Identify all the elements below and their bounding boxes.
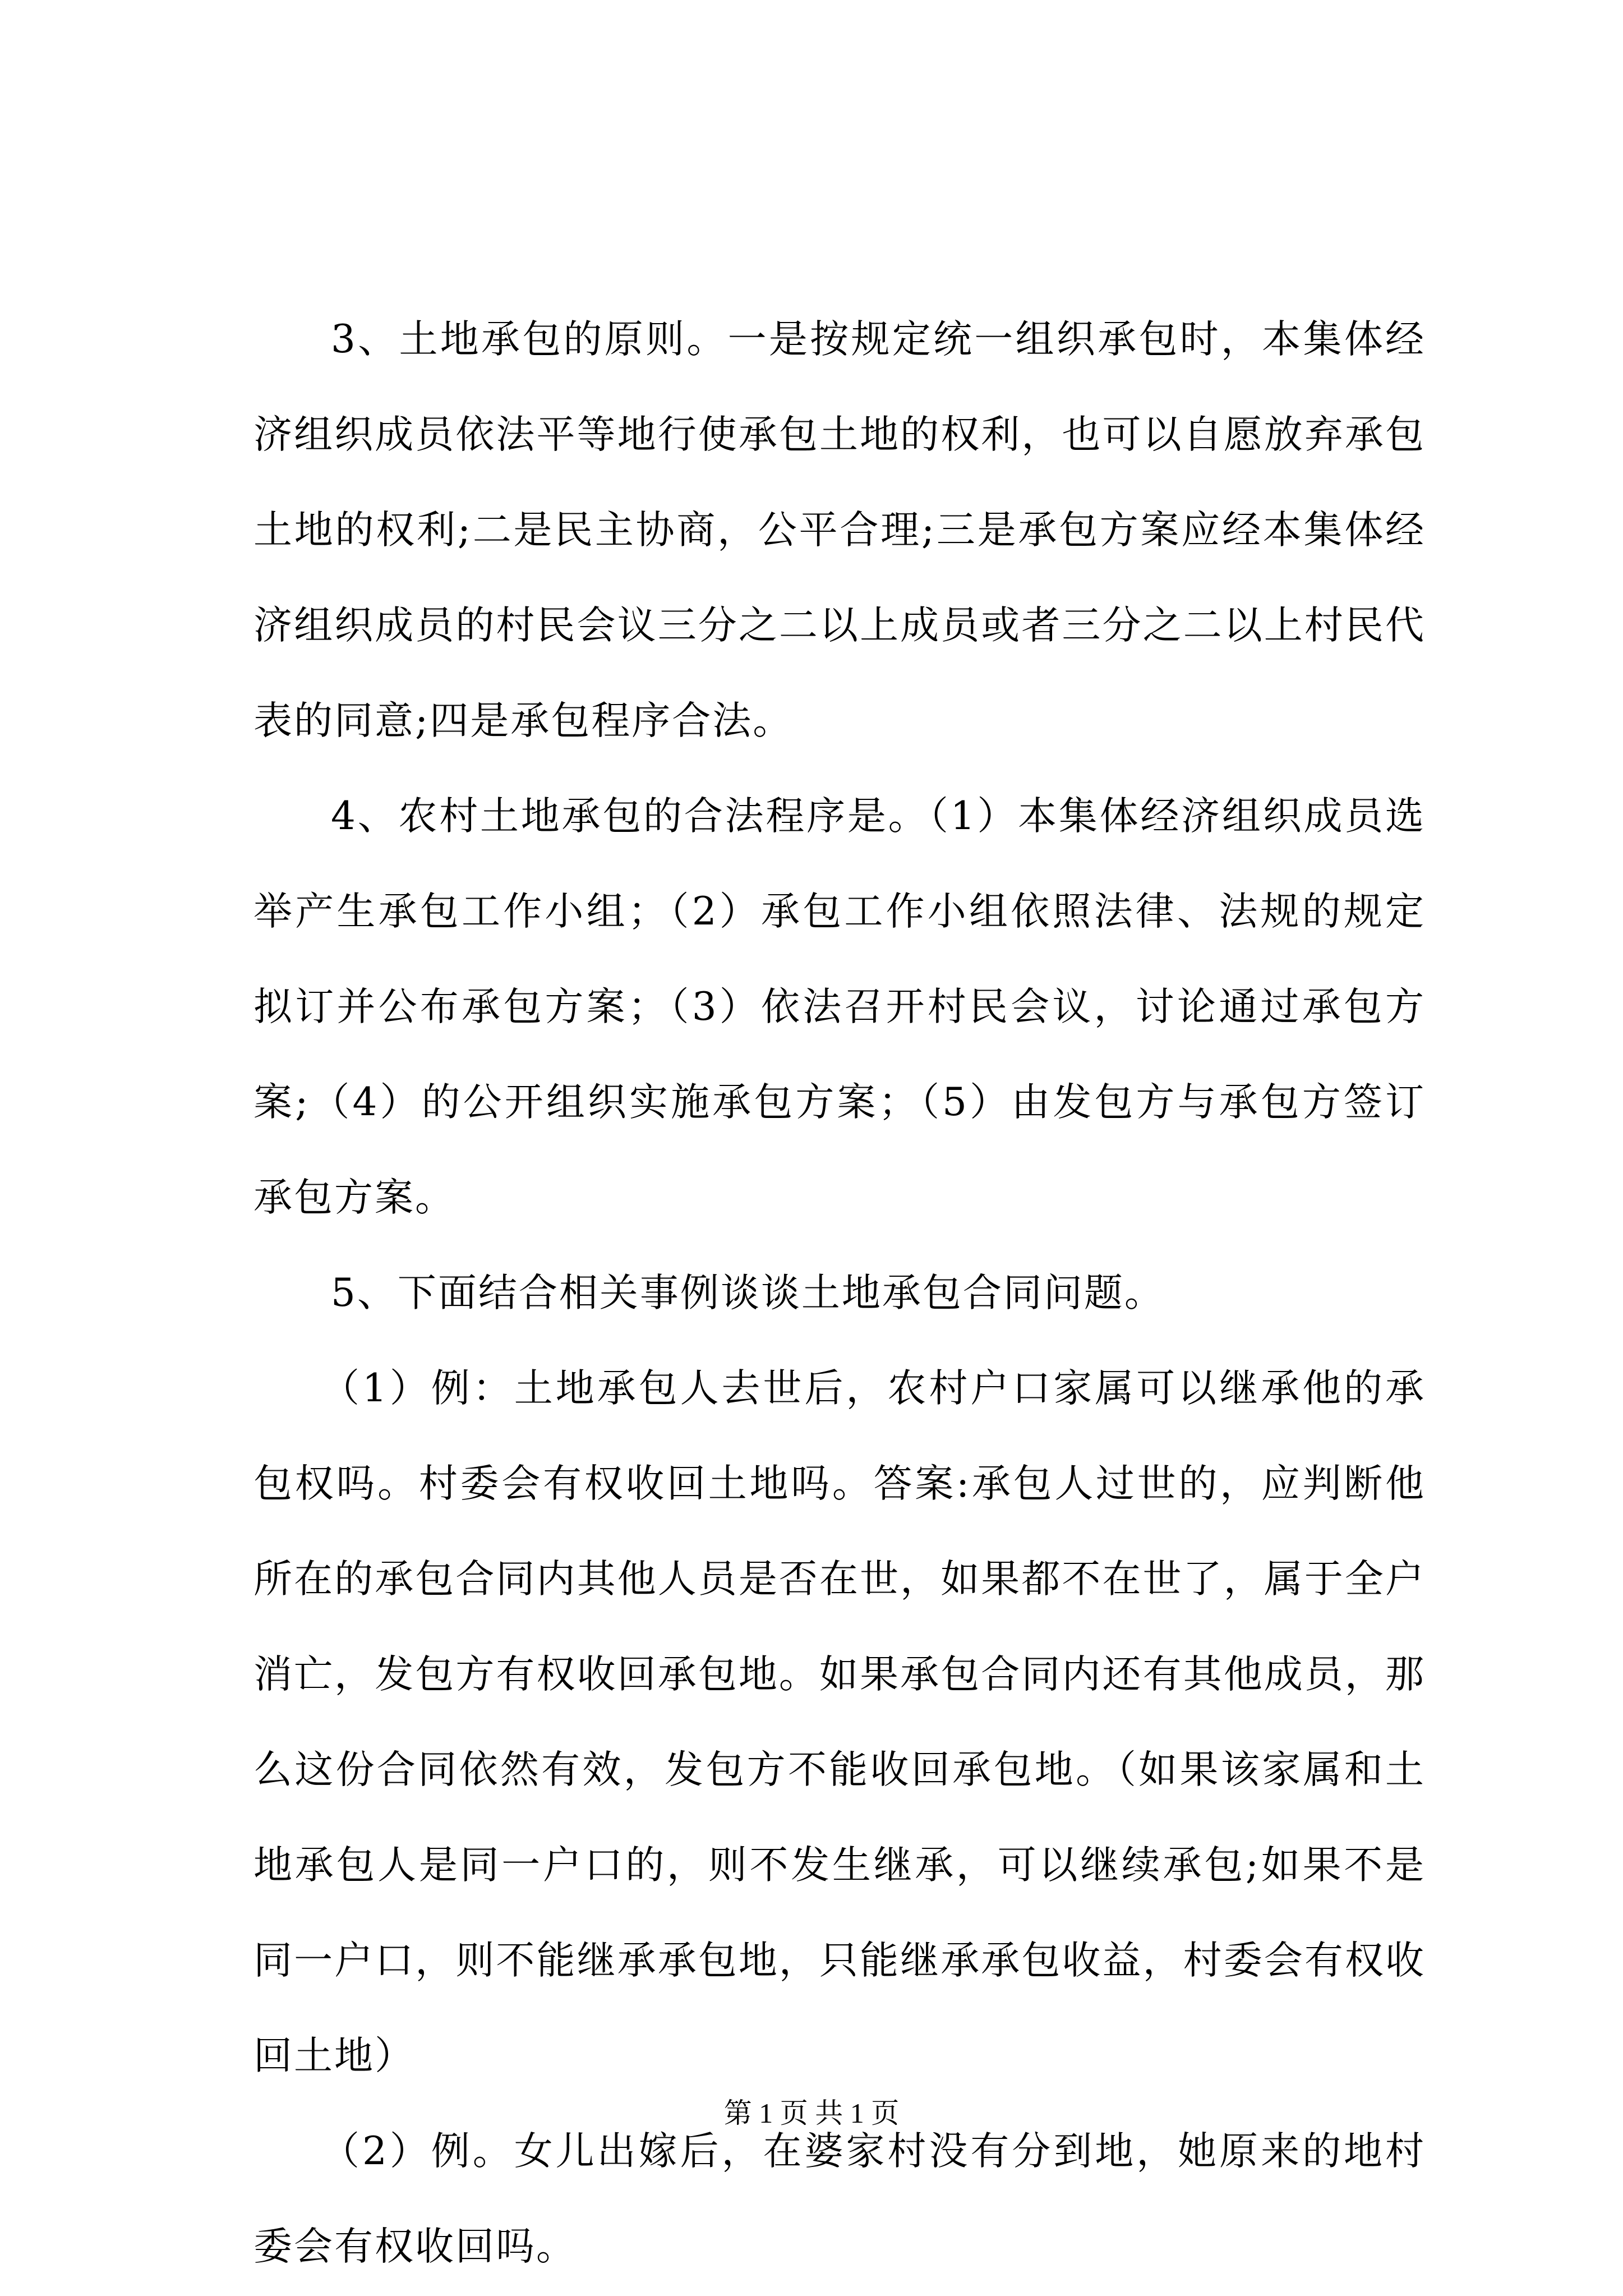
paragraph-contract-issues-intro: 5、下面结合相关事例谈谈土地承包合同问题。 (331, 1271, 1165, 1315)
paragraph-land-contract-principles: 3、土地承包的原则。一是按规定统一组织承包时，本集体经济组织成员依法平等地行使承包土地的权利，也可以自愿放弃承包土地的权利;二是民主协商，公平合理;三是承包方案应经本集体经济组织成员的村民会议三分之二以上成员或者三分之二以上村民代表的同意;四是承包程序合法。 (253, 317, 1426, 743)
paragraph-example-married-daughter: （2）例。女儿出嫁后，在婆家村没有分到地，她原来的地村委会有权收回吗。 (253, 2129, 1426, 2269)
paragraph-legal-procedure: 4、农村土地承包的合法程序是。（1）本集体经济组织成员选举产生承包工作小组；（2）承包工作小组依照法律、法规的规定拟订并公布承包方案；（3）依法召开村民会议，讨论通过承包方案;（4）的公开组织实施承包方案；（5）由发包方与承包方签订承包方案。 (253, 794, 1426, 1220)
page-number-footer: 第 1 页 共 1 页 (723, 2097, 900, 2129)
document-body (253, 292, 1426, 2294)
paragraph-example-inheritance: （1）例：土地承包人去世后，农村户口家属可以继承他的承包权吗。村委会有权收回土地吗。答案:承包人过世的，应判断他所在的承包合同内其他人员是否在世，如果都不在世了，属于全户消亡，发包方有权收回承包地。如果承包合同内还有其他成员，那么这份合同依然有效，发包方不能收回承包地。（如果该家属和土地承包人是同一户口的，则不发生继承，可以继续承包;如果不是同一户口，则不能继承承包地，只能继承承包收益，村委会有权收回土地） (253, 1366, 1426, 2078)
